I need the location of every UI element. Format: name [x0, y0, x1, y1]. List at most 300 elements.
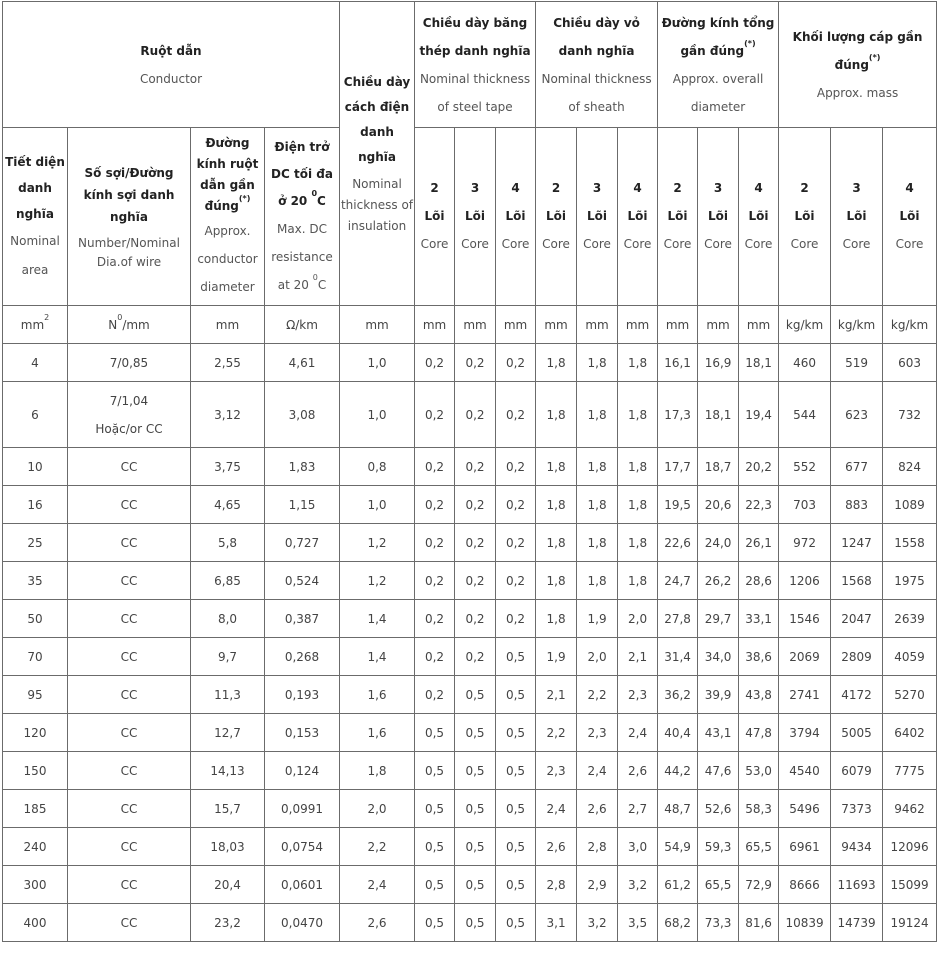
- cell-sheath: 1,8: [536, 600, 577, 638]
- conductor-header-vi: Ruột dẫn: [140, 43, 202, 58]
- cell-mass: 1089: [883, 486, 937, 524]
- cell-mass: 6079: [831, 752, 883, 790]
- conductor-diameter-header-vi: Đường kính ruột dẫn gần đúng(*): [196, 135, 259, 213]
- table-row: [3, 600, 937, 638]
- cell-mass: 6961: [779, 828, 831, 866]
- cell-resistance: 1,83: [265, 448, 340, 486]
- cell-dia: 18,1: [739, 344, 779, 382]
- core-label-en: Core: [583, 237, 611, 251]
- cell-area: 4: [3, 344, 68, 382]
- cell-conductor-diameter: 15,7: [191, 790, 265, 828]
- cell-mass: 552: [779, 448, 831, 486]
- cell-resistance: 0,153: [265, 714, 340, 752]
- cell-tape: 0,2: [415, 524, 455, 562]
- cell-mass: 2069: [779, 638, 831, 676]
- cell-insulation: 2,2: [340, 828, 415, 866]
- cell-conductor-diameter: 11,3: [191, 676, 265, 714]
- cell-dia: 47,6: [698, 752, 739, 790]
- core-header-tape-4: [496, 128, 536, 306]
- cell-resistance: 3,08: [265, 382, 340, 448]
- cell-dia: 17,7: [658, 448, 698, 486]
- cell-resistance: 0,0470: [265, 904, 340, 942]
- cell-dia: 24,7: [658, 562, 698, 600]
- table-row: [3, 714, 937, 752]
- cell-area: 95: [3, 676, 68, 714]
- cell-mass: 5005: [831, 714, 883, 752]
- core-count: 3: [592, 181, 602, 195]
- conductor-diameter-header-en: Approx. conductor diameter: [197, 223, 258, 294]
- cell-sheath: 3,0: [618, 828, 658, 866]
- core-label-en: Core: [744, 237, 773, 251]
- cell-mass: 603: [883, 344, 937, 382]
- table-row: [3, 524, 937, 562]
- cell-tape: 0,5: [455, 828, 496, 866]
- cell-dia: 40,4: [658, 714, 698, 752]
- cell-tape: 0,5: [496, 904, 536, 942]
- cell-sheath: 2,7: [618, 790, 658, 828]
- cell-area: 150: [3, 752, 68, 790]
- core-label-vi: Lõi: [899, 209, 920, 223]
- cell-sheath: 3,1: [536, 904, 577, 942]
- cell-dia: 48,7: [658, 790, 698, 828]
- cell-dia: 43,8: [739, 676, 779, 714]
- cell-wire: [68, 382, 191, 448]
- cell-insulation: 1,8: [340, 752, 415, 790]
- cell-tape: 0,2: [415, 676, 455, 714]
- conductor-header: [3, 2, 340, 128]
- cell-mass: 6402: [883, 714, 937, 752]
- cell-dia: 52,6: [698, 790, 739, 828]
- cell-tape: 0,5: [496, 790, 536, 828]
- cell-mass: 15099: [883, 866, 937, 904]
- unit-wire: $N^0/mm$: [68, 306, 191, 344]
- core-header-sheath-2: [536, 128, 577, 306]
- table-row: [3, 344, 937, 382]
- cell-sheath: 2,0: [618, 600, 658, 638]
- cell-sheath: 1,8: [536, 448, 577, 486]
- core-label-vi: Lõi: [546, 209, 567, 223]
- cell-dia: 16,1: [658, 344, 698, 382]
- cell-insulation: 1,0: [340, 382, 415, 448]
- cell-mass: 883: [831, 486, 883, 524]
- cell-insulation: 1,4: [340, 600, 415, 638]
- core-label-en: Core: [790, 237, 819, 251]
- cell-tape: 0,2: [415, 638, 455, 676]
- cell-dia: 73,3: [698, 904, 739, 942]
- unit-mass: kg/km: [779, 306, 831, 344]
- cell-conductor-diameter: 6,85: [191, 562, 265, 600]
- insulation-header: [340, 2, 415, 306]
- cell-dia: 24,0: [698, 524, 739, 562]
- cell-dia: 18,7: [698, 448, 739, 486]
- cell-resistance: 1,15: [265, 486, 340, 524]
- core-label-vi: Lõi: [587, 209, 608, 223]
- cell-sheath: 2,9: [577, 866, 618, 904]
- cell-resistance: 0,268: [265, 638, 340, 676]
- cell-sheath: 2,0: [577, 638, 618, 676]
- overall-diameter-header-en: Approx. overall diameter: [672, 71, 764, 114]
- core-label-vi: Lõi: [627, 209, 648, 223]
- cell-area: 120: [3, 714, 68, 752]
- core-label-vi: Lõi: [794, 209, 815, 223]
- core-count: 2: [551, 181, 561, 195]
- cell-sheath: 2,3: [618, 676, 658, 714]
- cell-tape: 0,2: [455, 448, 496, 486]
- unit-mm: mm: [536, 306, 577, 344]
- table-row: [3, 382, 937, 448]
- cell-sheath: 1,8: [577, 562, 618, 600]
- core-label-vi: Lõi: [424, 209, 445, 223]
- cell-mass: 10839: [779, 904, 831, 942]
- cell-area: 6: [3, 382, 68, 448]
- cell-area: 50: [3, 600, 68, 638]
- cell-sheath: 1,9: [577, 600, 618, 638]
- cell-tape: 0,2: [496, 486, 536, 524]
- cell-tape: 0,5: [415, 790, 455, 828]
- cell-tape: 0,2: [496, 562, 536, 600]
- cell-dia: 43,1: [698, 714, 739, 752]
- cell-dia: 34,0: [698, 638, 739, 676]
- cell-sheath: 2,3: [536, 752, 577, 790]
- cell-conductor-diameter: 2,55: [191, 344, 265, 382]
- insulation-header-vi: Chiều dày cách điện danh nghĩa: [343, 75, 411, 164]
- cell-dia: 31,4: [658, 638, 698, 676]
- cell-tape: 0,5: [496, 676, 536, 714]
- cell-mass: 9434: [831, 828, 883, 866]
- cell-dia: 61,2: [658, 866, 698, 904]
- sheath-header: [536, 2, 658, 128]
- cell-tape: 0,2: [415, 600, 455, 638]
- cell-wire-line2: Hoặc/or CC: [95, 421, 163, 436]
- cell-conductor-diameter: 14,13: [191, 752, 265, 790]
- cell-dia: 20,2: [739, 448, 779, 486]
- unit-mm: mm: [698, 306, 739, 344]
- core-header-mass-4: [883, 128, 937, 306]
- core-header-tape-3: [455, 128, 496, 306]
- cell-mass: 8666: [779, 866, 831, 904]
- cell-mass: 1975: [883, 562, 937, 600]
- cell-tape: 0,2: [455, 562, 496, 600]
- area-header-en: Nominal area: [10, 233, 60, 277]
- cell-insulation: 1,2: [340, 562, 415, 600]
- area-header: [3, 128, 68, 306]
- cell-area: 35: [3, 562, 68, 600]
- table-row: [3, 828, 937, 866]
- wire-header-en: Number/Nominal Dia.of wire: [78, 235, 180, 269]
- cell-tape: 0,2: [455, 638, 496, 676]
- cell-dia: 26,2: [698, 562, 739, 600]
- core-header-tape-2: [415, 128, 455, 306]
- table-row: [3, 562, 937, 600]
- insulation-header-en: Nominal thickness of insulation: [340, 177, 414, 233]
- resistance-header-en: Max. DC resistance at 20 $^0$C: [271, 222, 333, 292]
- cell-dia: 17,3: [658, 382, 698, 448]
- cell-dia: 36,2: [658, 676, 698, 714]
- cell-sheath: 2,2: [577, 676, 618, 714]
- cell-area: 400: [3, 904, 68, 942]
- cell-wire: CC: [68, 486, 191, 524]
- cell-insulation: 1,6: [340, 714, 415, 752]
- table-row: [3, 904, 937, 942]
- cell-sheath: 2,2: [536, 714, 577, 752]
- cell-tape: 0,2: [455, 600, 496, 638]
- cell-wire: CC: [68, 562, 191, 600]
- cell-tape: 0,5: [415, 714, 455, 752]
- cell-wire: CC: [68, 638, 191, 676]
- cell-mass: 703: [779, 486, 831, 524]
- unit-mass: kg/km: [883, 306, 937, 344]
- cell-conductor-diameter: 5,8: [191, 524, 265, 562]
- cell-area: 300: [3, 866, 68, 904]
- cell-mass: 2639: [883, 600, 937, 638]
- cell-dia: 53,0: [739, 752, 779, 790]
- cell-tape: 0,2: [455, 344, 496, 382]
- core-label-vi: Lõi: [846, 209, 867, 223]
- cell-wire-line1: 7/1,04: [109, 393, 149, 408]
- cell-sheath: 2,6: [577, 790, 618, 828]
- cell-sheath: 2,4: [536, 790, 577, 828]
- mass-header: [779, 2, 937, 128]
- cell-sheath: 1,8: [577, 382, 618, 448]
- cell-dia: 59,3: [698, 828, 739, 866]
- cell-wire: CC: [68, 790, 191, 828]
- cell-sheath: 2,4: [618, 714, 658, 752]
- cell-tape: 0,5: [415, 752, 455, 790]
- table-row: [3, 486, 937, 524]
- cell-tape: 0,5: [496, 638, 536, 676]
- cell-conductor-diameter: 9,7: [191, 638, 265, 676]
- steel-tape-header: [415, 2, 536, 128]
- unit-mm: mm: [577, 306, 618, 344]
- core-label-vi: Lõi: [465, 209, 486, 223]
- cell-dia: 33,1: [739, 600, 779, 638]
- cell-dia: 38,6: [739, 638, 779, 676]
- cell-wire: CC: [68, 828, 191, 866]
- core-count: 2: [673, 181, 682, 195]
- core-count: 4: [511, 181, 520, 195]
- cell-insulation: 2,6: [340, 904, 415, 942]
- cell-dia: 16,9: [698, 344, 739, 382]
- cell-conductor-diameter: 18,03: [191, 828, 265, 866]
- cell-sheath: 2,8: [577, 828, 618, 866]
- unit-mm: mm: [415, 306, 455, 344]
- resistance-header-vi: Điện trở DC tối đa ở 20 $^0$C: [271, 140, 333, 208]
- cell-dia: 44,2: [658, 752, 698, 790]
- cell-resistance: 4,61: [265, 344, 340, 382]
- cell-dia: 22,3: [739, 486, 779, 524]
- table-row: [3, 790, 937, 828]
- cell-tape: 0,2: [455, 486, 496, 524]
- cell-resistance: 0,0991: [265, 790, 340, 828]
- table-row: [3, 676, 937, 714]
- cell-sheath: 1,8: [536, 524, 577, 562]
- unit-mm: mm: [496, 306, 536, 344]
- cell-sheath: 1,8: [577, 524, 618, 562]
- cell-insulation: 2,0: [340, 790, 415, 828]
- cell-mass: 2809: [831, 638, 883, 676]
- unit-insulation: mm: [340, 306, 415, 344]
- cell-insulation: 1,2: [340, 524, 415, 562]
- core-label-en: Core: [842, 237, 871, 251]
- core-count: 3: [713, 181, 723, 195]
- cell-tape: 0,5: [415, 866, 455, 904]
- cell-mass: 2741: [779, 676, 831, 714]
- cell-sheath: 1,8: [618, 486, 658, 524]
- cell-resistance: 0,387: [265, 600, 340, 638]
- cell-tape: 0,5: [496, 714, 536, 752]
- core-label-en: Core: [704, 237, 732, 251]
- sheath-header-en: Nominal thickness of sheath: [541, 71, 652, 114]
- core-header-mass-3: [831, 128, 883, 306]
- core-count: 4: [754, 181, 763, 195]
- conductor-header-en: Conductor: [139, 71, 203, 86]
- core-label-en: Core: [501, 237, 530, 251]
- core-label-vi: Lõi: [505, 209, 526, 223]
- cell-resistance: 0,727: [265, 524, 340, 562]
- cell-dia: 22,6: [658, 524, 698, 562]
- cell-conductor-diameter: 3,12: [191, 382, 265, 448]
- cell-dia: 68,2: [658, 904, 698, 942]
- cell-wire: CC: [68, 752, 191, 790]
- cell-insulation: 0,8: [340, 448, 415, 486]
- table-row: [3, 638, 937, 676]
- cable-spec-table: [2, 1, 937, 942]
- cell-tape: 0,2: [455, 524, 496, 562]
- cell-wire: CC: [68, 714, 191, 752]
- cell-sheath: 2,6: [536, 828, 577, 866]
- cell-mass: 19124: [883, 904, 937, 942]
- core-header-dia-4: [739, 128, 779, 306]
- table-row: [3, 448, 937, 486]
- cell-mass: 11693: [831, 866, 883, 904]
- core-count: 4: [633, 181, 642, 195]
- cell-mass: 732: [883, 382, 937, 448]
- cell-resistance: 0,124: [265, 752, 340, 790]
- cell-mass: 1568: [831, 562, 883, 600]
- core-count: 4: [905, 181, 914, 195]
- cell-mass: 3794: [779, 714, 831, 752]
- cell-mass: 12096: [883, 828, 937, 866]
- cell-sheath: 1,8: [577, 344, 618, 382]
- overall-diameter-header-vi: Đường kính tổng gần đúng(*): [661, 15, 775, 58]
- steel-tape-header-vi: Chiều dày băng thép danh nghĩa: [419, 15, 531, 58]
- cell-insulation: 1,0: [340, 486, 415, 524]
- cell-wire: CC: [68, 904, 191, 942]
- cell-conductor-diameter: 23,2: [191, 904, 265, 942]
- cell-tape: 0,2: [455, 382, 496, 448]
- cell-sheath: 3,5: [618, 904, 658, 942]
- cell-mass: 1206: [779, 562, 831, 600]
- cell-mass: 677: [831, 448, 883, 486]
- cell-dia: 19,5: [658, 486, 698, 524]
- cell-dia: 81,6: [739, 904, 779, 942]
- cell-tape: 0,5: [496, 752, 536, 790]
- sheath-header-vi: Chiều dày vỏ danh nghĩa: [553, 15, 640, 58]
- cell-tape: 0,5: [455, 790, 496, 828]
- cell-tape: 0,2: [496, 448, 536, 486]
- core-label-en: Core: [420, 237, 449, 251]
- cell-mass: 4172: [831, 676, 883, 714]
- cell-sheath: 2,8: [536, 866, 577, 904]
- cell-mass: 623: [831, 382, 883, 448]
- cell-mass: 1558: [883, 524, 937, 562]
- cell-dia: 28,6: [739, 562, 779, 600]
- core-header-dia-3: [698, 128, 739, 306]
- mass-header-vi: Khối lượng cáp gần đúng(*): [792, 29, 923, 72]
- resistance-header: [265, 128, 340, 306]
- unit-resistance: Ω/km: [265, 306, 340, 344]
- core-count: 3: [852, 181, 861, 195]
- core-label-vi: Lõi: [708, 209, 729, 223]
- cell-area: 25: [3, 524, 68, 562]
- cell-sheath: 2,1: [618, 638, 658, 676]
- cell-tape: 0,5: [455, 866, 496, 904]
- cell-mass: 544: [779, 382, 831, 448]
- cell-mass: 14739: [831, 904, 883, 942]
- mass-header-en: Approx. mass: [816, 85, 899, 100]
- cell-area: 70: [3, 638, 68, 676]
- unit-mass: kg/km: [831, 306, 883, 344]
- cell-tape: 0,2: [415, 344, 455, 382]
- cell-area: 185: [3, 790, 68, 828]
- unit-mm: mm: [658, 306, 698, 344]
- cell-tape: 0,5: [415, 828, 455, 866]
- core-header-dia-2: [658, 128, 698, 306]
- cell-tape: 0,2: [496, 524, 536, 562]
- cell-insulation: 1,0: [340, 344, 415, 382]
- cell-conductor-diameter: 20,4: [191, 866, 265, 904]
- cell-sheath: 1,8: [577, 486, 618, 524]
- cell-mass: 824: [883, 448, 937, 486]
- cell-conductor-diameter: 4,65: [191, 486, 265, 524]
- cell-sheath: 3,2: [618, 866, 658, 904]
- steel-tape-header-en: Nominal thickness of steel tape: [419, 71, 531, 114]
- cell-mass: 7373: [831, 790, 883, 828]
- area-header-vi: Tiết diện danh nghĩa: [5, 154, 65, 221]
- cell-tape: 0,2: [415, 448, 455, 486]
- cell-tape: 0,5: [455, 714, 496, 752]
- wire-header: [68, 128, 191, 306]
- cell-tape: 0,2: [415, 382, 455, 448]
- cell-wire: CC: [68, 600, 191, 638]
- cell-dia: 72,9: [739, 866, 779, 904]
- cell-sheath: 1,8: [618, 382, 658, 448]
- unit-mm: mm: [455, 306, 496, 344]
- core-label-vi: Lõi: [667, 209, 688, 223]
- cell-insulation: 1,4: [340, 638, 415, 676]
- cell-sheath: 1,8: [618, 524, 658, 562]
- cell-mass: 1546: [779, 600, 831, 638]
- cell-resistance: 0,524: [265, 562, 340, 600]
- cell-mass: 519: [831, 344, 883, 382]
- core-count: 3: [470, 181, 480, 195]
- cell-sheath: 1,8: [618, 448, 658, 486]
- cell-mass: 4540: [779, 752, 831, 790]
- cell-sheath: 1,8: [618, 562, 658, 600]
- cell-dia: 65,5: [698, 866, 739, 904]
- cell-mass: 4059: [883, 638, 937, 676]
- cell-sheath: 1,8: [536, 562, 577, 600]
- core-label-en: Core: [895, 237, 924, 251]
- wire-header-vi: Số sợi/Đường kính sợi danh nghĩa: [83, 165, 175, 224]
- cell-tape: 0,5: [455, 904, 496, 942]
- cell-sheath: 1,9: [536, 638, 577, 676]
- cell-tape: 0,2: [415, 562, 455, 600]
- cell-sheath: 1,8: [536, 344, 577, 382]
- cell-tape: 0,5: [455, 752, 496, 790]
- cell-conductor-diameter: 3,75: [191, 448, 265, 486]
- cell-mass: 7775: [883, 752, 937, 790]
